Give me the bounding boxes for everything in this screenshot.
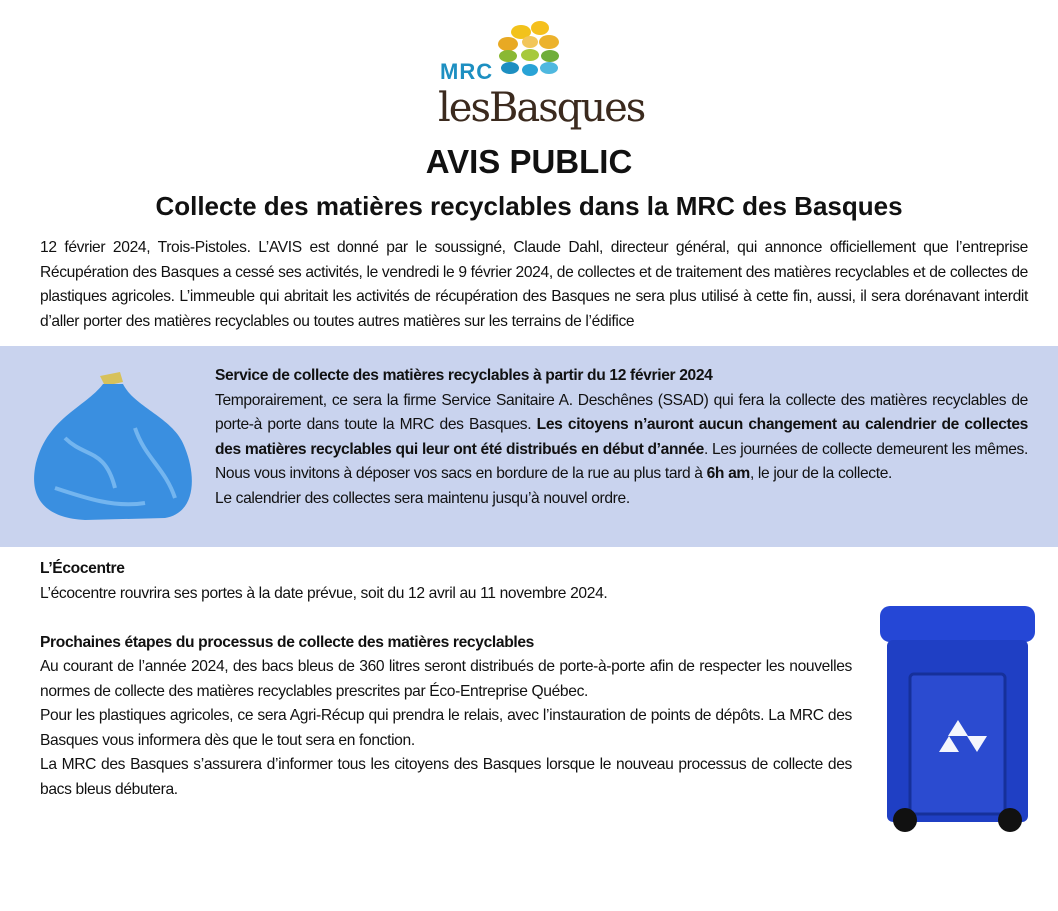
ecocentre-text: L’écocentre rouvrira ses portes à la date prévue, soit du 12 avril au 11 novembre 2024. [40,584,608,602]
service-text [215,364,1028,511]
ecocentre-heading: L’Écocentre [40,560,125,577]
intro-paragraph: 12 février 2024, Trois-Pistoles. L’AVIS est donné par le soussigné, Claude Dahl, directeur général, qui annonce officiellement que l’entreprise Récupération des Basques a cessé ses activités, le vendredi le 9 février 2024, de collectes et de traitement des matières recyclables et de collectes de plastiques agricoles. L’immeuble qui abritait les activités de récupération des Basques ne sera plus utilisé à cette fin, aussi, il sera dorénavant interdit d’aller porter des matières recyclables ou toutes autres matières sur les terrains de l’édifice [40,239,1028,330]
service-bold-1: Les citoyens n’auront aucun changement au calendrier de collectes des matières recyclables qui leur ont été distribués en début d’année [215,416,1029,458]
service-text-4: Le calendrier des collectes sera maintenu jusqu’à nouvel ordre. [215,489,630,507]
page-subtitle: Collecte des matières recyclables dans la MRC des Basques [155,191,903,221]
mrc-logo [436,24,645,136]
service-section [0,346,1058,547]
page-title: AVIS PUBLIC [425,143,633,180]
next-steps-p3: La MRC des Basques s’assurera d’informer tous les citoyens des Basques lorsque le nouveau processus de collecte des bacs bleus débutera. [40,756,852,798]
next-steps-p2: Pour les plastiques agricoles, ce sera Agri-Récup qui prendra le relais, avec l’instauration de points de dépôts. La MRC des Basques vous informera dès que le tout sera en fonction. [40,707,852,749]
next-steps-p1: Au courant de l’année 2024, des bacs bleus de 360 litres seront distribués de porte-à-porte afin de respecter les nouvelles normes de collecte des matières recyclables prescrites par Éco-Entreprise Québec. [40,658,852,700]
service-heading: Service de collecte des matières recyclables à partir du 12 février 2024 [215,367,713,384]
logo-mrc-text: MRC [440,59,494,84]
logo-basques-text: lesBasques [438,85,645,131]
service-text-1: Temporairement, ce sera la firme Service Sanitaire A. Deschênes (SSAD) qui fera la collecte des matières recyclables de porte-à porte dans toute la MRC des Basques. [215,391,1028,433]
blue-recycling-bin-icon [875,602,1040,834]
service-text-3: , le jour de la collecte. [749,465,893,482]
next-steps-heading: Prochaines étapes du processus de collecte des matières recyclables [40,633,534,651]
lower-section [40,547,852,818]
lower-wrapper [0,547,1058,847]
service-bold-time: 6h am [706,465,750,482]
blue-recycling-bag-icon [25,368,200,528]
service-text-2: . Les journées de collecte demeurent les mêmes. Nous vous invitons à déposer vos sacs en bordure de la rue au plus tard à [215,440,1028,482]
